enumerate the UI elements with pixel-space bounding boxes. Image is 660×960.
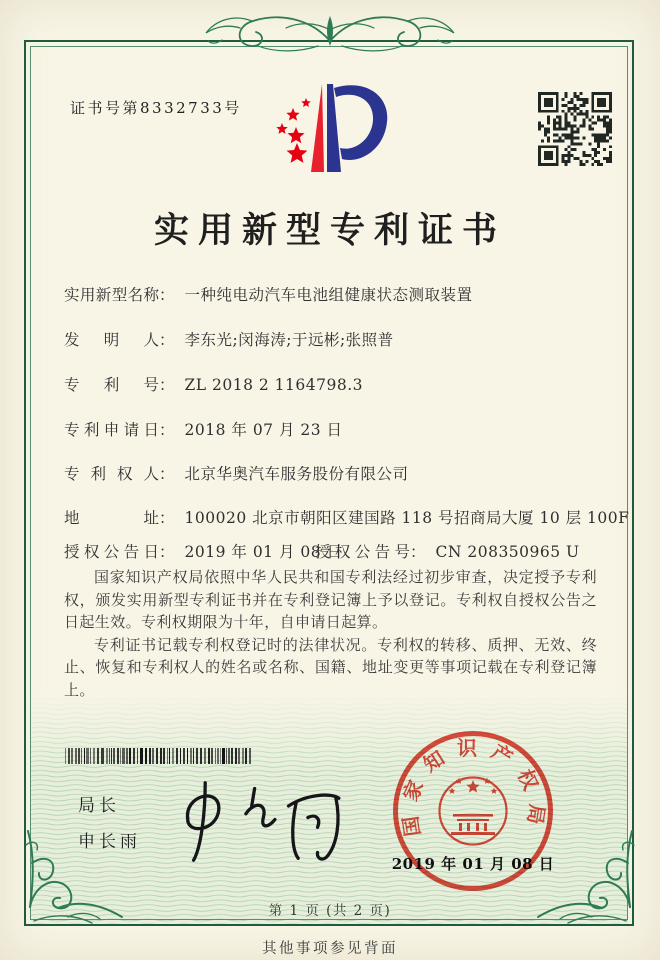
field-value: CN 208350965 U [435, 543, 580, 561]
legal-paragraph-1: 国家知识产权局依照中华人民共和国专利法经过初步审查，决定授予专利权，颁发实用新型专利证书并在专利登记簿上予以登记。专利权自授权公告之日起生效。专利权期限为十年，自申请日起算。 [64, 568, 597, 631]
field-label: 专利号 [64, 376, 159, 394]
field-row-patentee: 专利权人： 北京华奥汽车服务股份有限公司 [64, 462, 409, 484]
field-row-grant: 授权公告日： 2019 年 01 月 08 日 授权公告号： CN 208350965 U [64, 540, 343, 562]
field-value: 2018 年 07 月 23 日 [184, 421, 343, 439]
field-label: 地址 [64, 509, 159, 527]
field-label: 发明人 [64, 331, 159, 349]
qr-code-icon [538, 92, 612, 166]
field-value: 李东光;闵海涛;于远彬;张照普 [184, 331, 394, 349]
field-row-filing-date: 专利申请日： 2018 年 07 月 23 日 [64, 418, 343, 440]
field-row-address: 地址： 100020 北京市朝阳区建国路 118 号招商局大厦 10 层 100F [64, 506, 629, 528]
seal-authority-text: 国家知识产权局 [396, 735, 550, 838]
field-label: 实用新型名称 [64, 286, 159, 304]
field-row-patent-no: 专利号： ZL 2018 2 1164798.3 [64, 373, 363, 395]
field-value: 100020 北京市朝阳区建国路 118 号招商局大厦 10 层 100F [184, 509, 630, 527]
field-label: 授权公告号 [315, 543, 410, 561]
national-emblem [440, 778, 507, 845]
top-flourish-ornament [0, 0, 660, 70]
field-row-inventors: 发明人： 李东光;闵海涛;于远彬;张照普 [64, 328, 394, 350]
field-label: 专利权人 [64, 465, 159, 483]
legal-text [64, 566, 597, 701]
officer-title: 局长 [78, 796, 120, 816]
officer-name: 申长雨 [78, 832, 141, 852]
cnipa-logo-icon [266, 70, 400, 196]
official-seal-icon [390, 728, 556, 894]
page-indicator: 第 1 页 (共 2 页) [268, 903, 392, 919]
barcode-icon [65, 748, 252, 764]
reverse-side-note: 其他事项参见背面 [262, 941, 398, 957]
field-value: 一种纯电动汽车电池组健康状态测取装置 [184, 286, 473, 304]
field-label: 专利申请日 [64, 421, 159, 439]
certificate-title: 实用新型专利证书 [153, 210, 506, 251]
field-grant-number: 授权公告号： CN 208350965 U [315, 540, 580, 562]
field-value: 2019 年 01 月 08 日 [184, 543, 343, 561]
field-value: 北京华奥汽车服务股份有限公司 [184, 465, 409, 483]
field-value: ZL 2018 2 1164798.3 [184, 376, 363, 394]
signature-shen-changyu-icon [160, 775, 355, 867]
field-row-name: 实用新型名称： 一种纯电动汽车电池组健康状态测取装置 [64, 283, 473, 305]
seal-date: 2019 年 01 月 08 日 [391, 855, 555, 873]
legal-paragraph-2: 专利证书记载专利权登记时的法律状况。专利权的转移、质押、无效、终止、恢复和专利权人的姓名或名称、国籍、地址变更等事项记载在专利登记簿上。 [64, 635, 597, 699]
field-label: 授权公告日 [64, 543, 159, 561]
certificate-number: 证书号第8332733号 [70, 99, 242, 117]
